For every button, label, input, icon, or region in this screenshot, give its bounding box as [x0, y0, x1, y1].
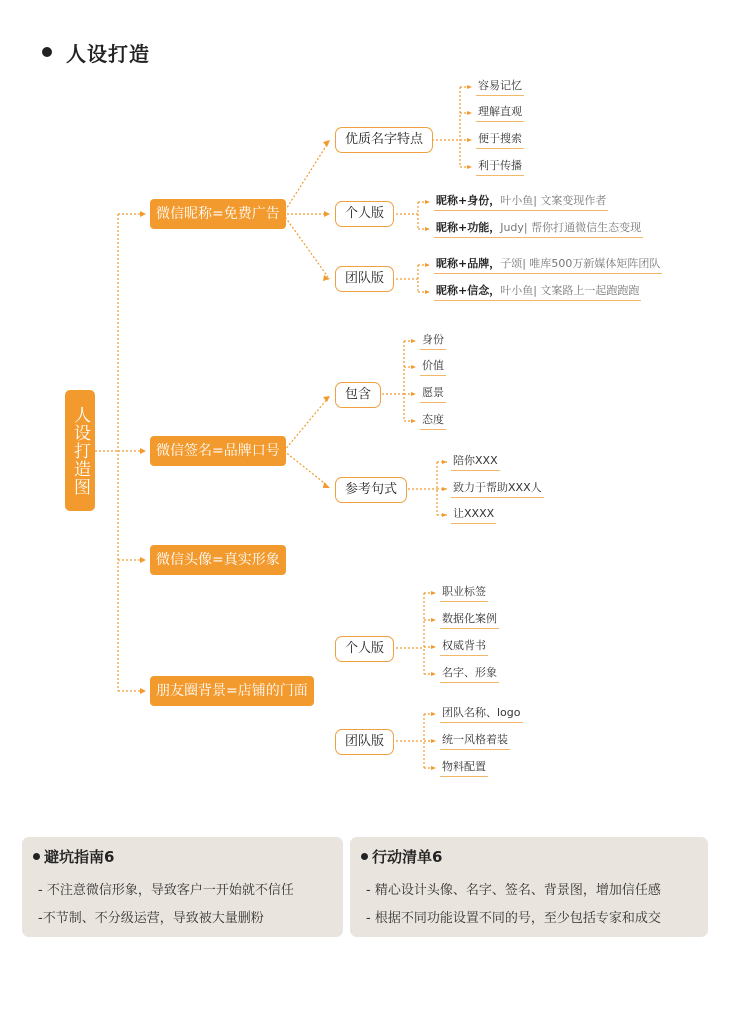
leaf-item: [434, 256, 662, 274]
leaf-item: 陪你XXX: [451, 453, 500, 471]
leaf-item: 身份: [420, 332, 446, 350]
leaf-item: 价值: [420, 358, 446, 376]
leaf-example: 子颂| 唯库500万新媒体矩阵团队: [500, 257, 661, 270]
pitfall-guide-panel: [22, 837, 343, 937]
leaf-key: 昵称+身份，: [436, 194, 501, 207]
leaf-item: 容易记忆: [476, 78, 524, 96]
leaf-item: [434, 283, 641, 301]
leaf-item: [434, 193, 608, 211]
leaf-item: 态度: [420, 412, 446, 430]
leaf-item: 团队名称、logo: [440, 705, 523, 723]
leaf-example: Judy| 帮你打通微信生态变现: [500, 221, 642, 234]
leaf-item: 理解直观: [476, 104, 524, 122]
leaf-item: 物料配置: [440, 759, 488, 777]
leaf-item: 愿景: [420, 385, 446, 403]
leaf-item: 统一风格着装: [440, 732, 510, 750]
leaf-example: 叶小鱼| 文案变现作者: [500, 194, 607, 207]
leaf-key: 昵称+功能，: [436, 221, 501, 234]
leaf-key: 昵称+信念，: [436, 284, 501, 297]
leaf-item: 让XXXX: [451, 506, 496, 524]
sub-reference-patterns: 参考句式: [335, 477, 407, 503]
branch-wechat-nickname: 微信昵称=免费广告: [150, 199, 286, 229]
panel-title: 行动清单6: [372, 848, 443, 866]
panel-title: 避坑指南6: [44, 848, 115, 866]
panel-line: - 根据不同功能设置不同的号，至少包括专家和成交: [366, 911, 661, 926]
sub-team-version: 团队版: [335, 729, 394, 755]
leaf-item: 数据化案例: [440, 611, 499, 629]
mindmap-root: 人设打造图: [65, 390, 95, 511]
panel-line: -不节制、不分级运营，导致被大量删粉: [38, 911, 264, 926]
leaf-item: [434, 220, 643, 238]
leaf-example: 叶小鱼| 文案路上一起跑跑跑: [500, 284, 640, 297]
leaf-key: 昵称+品牌，: [436, 257, 501, 270]
sub-team-version: 团队版: [335, 266, 394, 292]
sub-personal-version: 个人版: [335, 636, 394, 662]
branch-moments-background: 朋友圈背景=店铺的门面: [150, 676, 314, 706]
action-list-panel: [350, 837, 708, 937]
leaf-item: 致力于帮助XXX人: [451, 480, 544, 498]
leaf-item: 便于搜索: [476, 131, 524, 149]
leaf-item: 名字、形象: [440, 665, 499, 683]
sub-quality-name-features: 优质名字特点: [335, 127, 433, 153]
leaf-item: 职业标签: [440, 584, 488, 602]
sub-personal-version: 个人版: [335, 201, 394, 227]
branch-wechat-signature: 微信签名=品牌口号: [150, 436, 286, 466]
panel-line: - 不注意微信形象，导致客户一开始就不信任: [38, 883, 294, 898]
sub-includes: 包含: [335, 382, 381, 408]
leaf-item: 利于传播: [476, 158, 524, 176]
page-title: 人设打造: [66, 42, 150, 66]
branch-wechat-avatar: 微信头像=真实形象: [150, 545, 286, 575]
panel-bullet-icon: [33, 853, 40, 860]
panel-bullet-icon: [361, 853, 368, 860]
panel-line: - 精心设计头像、名字、签名、背景图，增加信任感: [366, 883, 661, 898]
leaf-item: 权威背书: [440, 638, 488, 656]
